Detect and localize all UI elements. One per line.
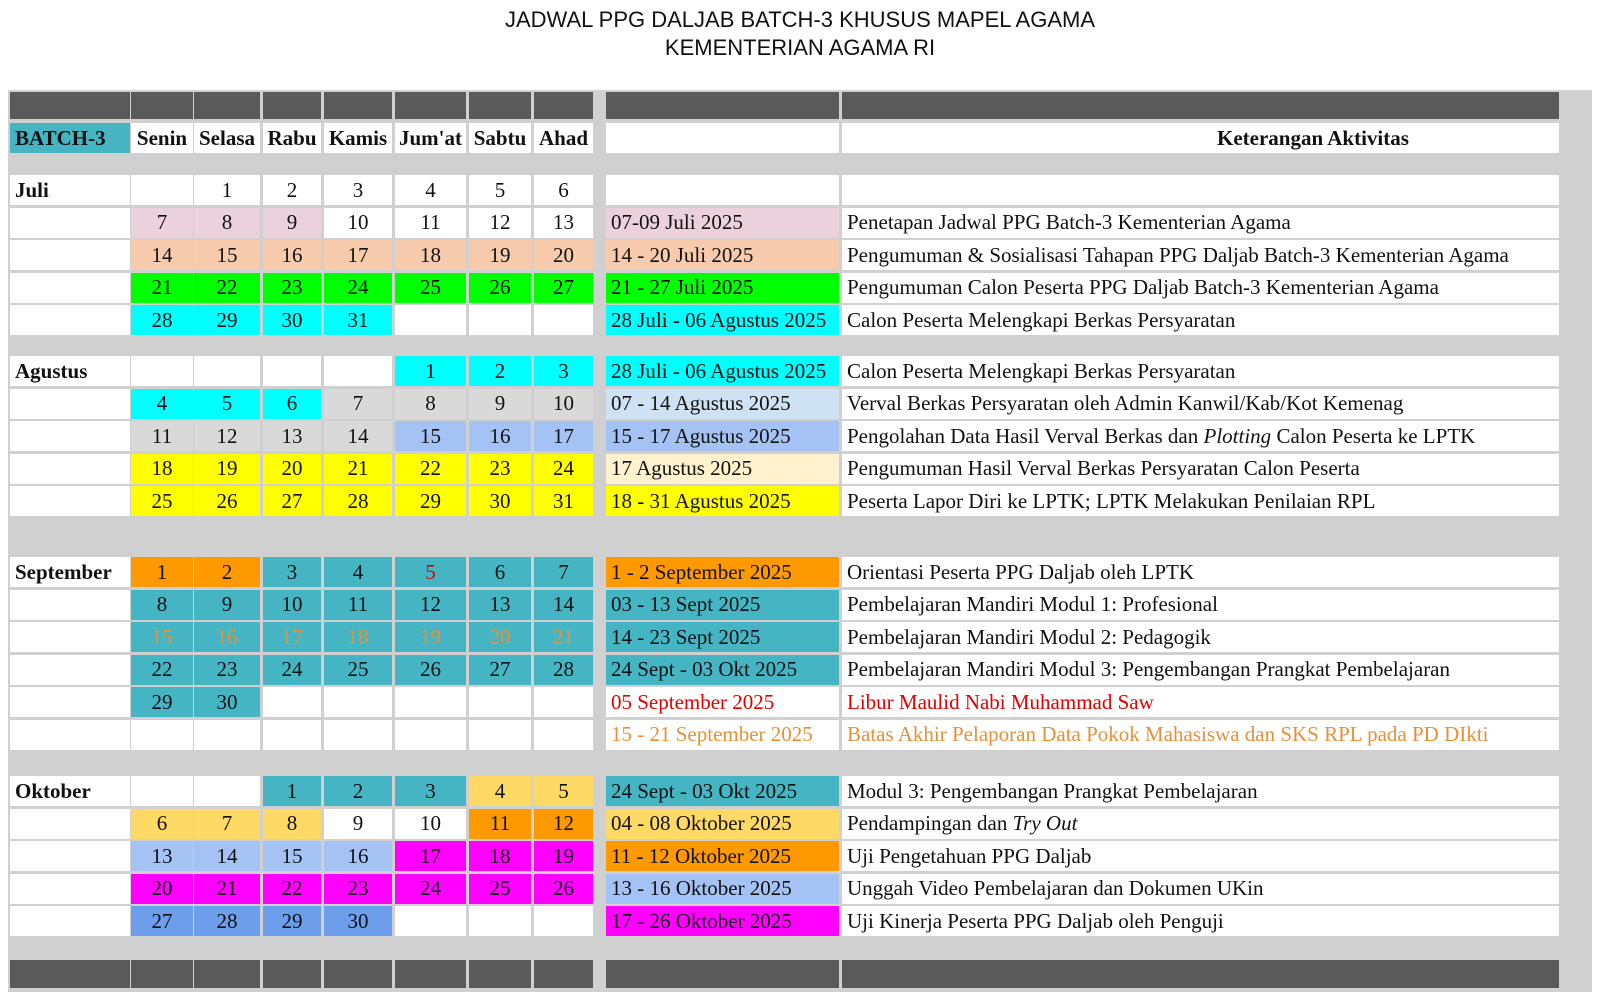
month-label <box>10 720 130 750</box>
activity-date: 03 - 13 Sept 2025 <box>606 590 839 620</box>
calendar-day: 31 <box>534 486 593 516</box>
calendar-day <box>534 305 593 335</box>
calendar-day: 18 <box>131 454 193 484</box>
month-label <box>10 305 130 335</box>
calendar-day <box>534 720 593 750</box>
month-label <box>10 454 130 484</box>
calendar-day: 16 <box>469 421 531 451</box>
activity-description <box>842 421 1559 451</box>
calendar-day <box>131 356 193 386</box>
footer-band-cell <box>324 960 392 988</box>
day-header: Ahad <box>534 123 593 153</box>
calendar-day: 12 <box>194 421 260 451</box>
footer-band-cell <box>395 960 466 988</box>
calendar-day: 26 <box>534 874 593 904</box>
calendar-day: 6 <box>263 389 321 419</box>
calendar-day: 17 <box>263 622 321 652</box>
calendar-day: 7 <box>131 208 193 238</box>
calendar-day: 1 <box>395 356 466 386</box>
month-label <box>10 590 130 620</box>
calendar-day <box>194 356 260 386</box>
calendar-day <box>263 720 321 750</box>
calendar-day: 13 <box>263 421 321 451</box>
day-header: Selasa <box>194 123 260 153</box>
month-label <box>10 622 130 652</box>
calendar-day: 9 <box>324 809 392 839</box>
calendar-day: 29 <box>395 486 466 516</box>
day-header: Rabu <box>263 123 321 153</box>
activity-date: 07 - 14 Agustus 2025 <box>606 389 839 419</box>
calendar-day: 7 <box>324 389 392 419</box>
calendar-day: 11 <box>469 809 531 839</box>
calendar-day <box>194 720 260 750</box>
month-label <box>10 389 130 419</box>
activity-text: Calon Peserta ke LPTK <box>1271 423 1476 448</box>
calendar-day: 5 <box>194 389 260 419</box>
calendar-day <box>469 687 531 717</box>
calendar-day: 30 <box>324 906 392 936</box>
calendar-day: 22 <box>263 874 321 904</box>
header-band-cell <box>395 92 466 119</box>
calendar-day: 25 <box>395 273 466 303</box>
activity-date: 28 Juli - 06 Agustus 2025 <box>606 356 839 386</box>
activity-date: 24 Sept - 03 Okt 2025 <box>606 655 839 685</box>
calendar-day: 10 <box>534 389 593 419</box>
day-header: Senin <box>131 123 193 153</box>
calendar-day: 15 <box>395 421 466 451</box>
calendar-day <box>131 720 193 750</box>
footer-band-cell <box>194 960 260 988</box>
calendar-day: 31 <box>324 305 392 335</box>
calendar-day: 27 <box>534 273 593 303</box>
month-label <box>10 208 130 238</box>
month-label <box>10 240 130 270</box>
calendar-day <box>395 687 466 717</box>
month-label: September <box>10 557 130 587</box>
month-label <box>10 874 130 904</box>
calendar-day: 10 <box>324 208 392 238</box>
calendar-day <box>194 776 260 806</box>
calendar-day: 14 <box>534 590 593 620</box>
calendar-day: 6 <box>534 175 593 205</box>
calendar-day: 26 <box>194 486 260 516</box>
calendar-day: 14 <box>131 240 193 270</box>
calendar-day: 23 <box>194 655 260 685</box>
calendar-day: 12 <box>469 208 531 238</box>
calendar-day: 30 <box>263 305 321 335</box>
calendar-day <box>469 305 531 335</box>
footer-band-cell <box>469 960 531 988</box>
activity-text: Pendampingan dan <box>847 811 1013 835</box>
header-band-cell <box>469 92 531 119</box>
calendar-day: 19 <box>194 454 260 484</box>
activity-description: Calon Peserta Melengkapi Berkas Persyaratan <box>842 305 1559 335</box>
calendar-day: 8 <box>395 389 466 419</box>
activity-description: Uji Pengetahuan PPG Daljab <box>842 841 1559 871</box>
activity-description: Modul 3: Pengembangan Prangkat Pembelajaran <box>842 776 1559 806</box>
calendar-day: 24 <box>534 454 593 484</box>
calendar-day: 9 <box>469 389 531 419</box>
activity-description: Pembelajaran Mandiri Modul 2: Pedagogik <box>842 622 1559 652</box>
activity-date: 15 - 21 September 2025 <box>606 720 839 750</box>
calendar-day: 21 <box>324 454 392 484</box>
calendar-day <box>131 175 193 205</box>
header-band-cell <box>10 92 130 119</box>
calendar-day: 3 <box>534 356 593 386</box>
activity-date: 05 September 2025 <box>606 687 839 717</box>
calendar-day: 6 <box>131 809 193 839</box>
activity-emphasis: Plotting <box>1203 423 1272 448</box>
calendar-day: 2 <box>194 557 260 587</box>
calendar-day: 23 <box>263 273 321 303</box>
calendar-day: 10 <box>263 590 321 620</box>
calendar-day: 4 <box>469 776 531 806</box>
calendar-day: 11 <box>324 590 392 620</box>
month-label <box>10 809 130 839</box>
header-band-cell <box>263 92 321 119</box>
activity-date: 24 Sept - 03 Okt 2025 <box>606 776 839 806</box>
activity-description: Pengumuman & Sosialisasi Tahapan PPG Daljab Batch-3 Kementerian Agama <box>842 240 1559 270</box>
activity-date: 21 - 27 Juli 2025 <box>606 273 839 303</box>
calendar-day: 27 <box>469 655 531 685</box>
activity-date: 18 - 31 Agustus 2025 <box>606 486 839 516</box>
activity-description: Libur Maulid Nabi Muhammad Saw <box>842 687 1559 717</box>
calendar-day: 20 <box>263 454 321 484</box>
day-header: Sabtu <box>469 123 531 153</box>
calendar-day: 15 <box>131 622 193 652</box>
calendar-day: 24 <box>395 874 466 904</box>
calendar-day: 10 <box>395 809 466 839</box>
calendar-day: 19 <box>534 841 593 871</box>
calendar-day: 8 <box>131 590 193 620</box>
activity-date: 07-09 Juli 2025 <box>606 208 839 238</box>
header-band-cell <box>324 92 392 119</box>
calendar-day: 2 <box>263 175 321 205</box>
calendar-day: 29 <box>194 305 260 335</box>
calendar-day: 13 <box>469 590 531 620</box>
calendar-day: 21 <box>534 622 593 652</box>
activity-date: 17 Agustus 2025 <box>606 454 839 484</box>
activity-date: 13 - 16 Oktober 2025 <box>606 874 839 904</box>
calendar-day <box>395 906 466 936</box>
calendar-day: 18 <box>469 841 531 871</box>
date-header-blank <box>606 123 839 153</box>
calendar-day: 21 <box>131 273 193 303</box>
schedule-table <box>8 90 1592 992</box>
calendar-day: 1 <box>263 776 321 806</box>
activity-description: Pengumuman Calon Peserta PPG Daljab Batch-3 Kementerian Agama <box>842 273 1559 303</box>
calendar-day: 22 <box>131 655 193 685</box>
calendar-day <box>324 720 392 750</box>
calendar-day: 14 <box>324 421 392 451</box>
activity-date: 28 Juli - 06 Agustus 2025 <box>606 305 839 335</box>
calendar-day: 16 <box>194 622 260 652</box>
calendar-day: 23 <box>324 874 392 904</box>
calendar-day: 5 <box>534 776 593 806</box>
header-band-cell <box>194 92 260 119</box>
calendar-day <box>324 356 392 386</box>
calendar-day: 25 <box>469 874 531 904</box>
calendar-day: 29 <box>263 906 321 936</box>
title-line-1: JADWAL PPG DALJAB BATCH-3 KHUSUS MAPEL AGAMA <box>504 7 1096 32</box>
calendar-day: 26 <box>469 273 531 303</box>
calendar-day: 18 <box>324 622 392 652</box>
activity-date: 11 - 12 Oktober 2025 <box>606 841 839 871</box>
calendar-day: 28 <box>324 486 392 516</box>
calendar-day: 1 <box>131 557 193 587</box>
calendar-day: 19 <box>395 622 466 652</box>
activity-date <box>606 175 839 205</box>
day-header: Kamis <box>324 123 392 153</box>
calendar-day: 22 <box>194 273 260 303</box>
activity-description: Pembelajaran Mandiri Modul 1: Profesional <box>842 590 1559 620</box>
footer-band-cell <box>131 960 193 988</box>
calendar-day: 15 <box>263 841 321 871</box>
calendar-day: 27 <box>263 486 321 516</box>
activity-description: Pengumuman Hasil Verval Berkas Persyaratan Calon Peserta <box>842 454 1559 484</box>
month-label <box>10 273 130 303</box>
activity-description: Penetapan Jadwal PPG Batch-3 Kementerian Agama <box>842 208 1559 238</box>
calendar-day: 8 <box>263 809 321 839</box>
calendar-day: 25 <box>131 486 193 516</box>
calendar-day: 13 <box>534 208 593 238</box>
activity-date: 17 - 26 Oktober 2025 <box>606 906 839 936</box>
footer-band-cell <box>534 960 593 988</box>
activity-date: 14 - 20 Juli 2025 <box>606 240 839 270</box>
calendar-day <box>324 687 392 717</box>
title-line-2: KEMENTERIAN AGAMA RI <box>664 35 936 60</box>
month-label <box>10 687 130 717</box>
calendar-day: 19 <box>469 240 531 270</box>
calendar-day: 26 <box>395 655 466 685</box>
calendar-day: 2 <box>324 776 392 806</box>
calendar-day: 8 <box>194 208 260 238</box>
calendar-day: 17 <box>324 240 392 270</box>
activity-date: 15 - 17 Agustus 2025 <box>606 421 839 451</box>
calendar-day: 30 <box>469 486 531 516</box>
activity-date: 14 - 23 Sept 2025 <box>606 622 839 652</box>
header-band-cell <box>131 92 193 119</box>
calendar-day: 4 <box>324 557 392 587</box>
calendar-day: 7 <box>534 557 593 587</box>
calendar-day: 25 <box>324 655 392 685</box>
calendar-day: 29 <box>131 687 193 717</box>
activity-description: Calon Peserta Melengkapi Berkas Persyaratan <box>842 356 1559 386</box>
month-label <box>10 655 130 685</box>
month-label: Juli <box>10 175 130 205</box>
activity-description: Uji Kinerja Peserta PPG Daljab oleh Penguji <box>842 906 1559 936</box>
page-title <box>0 6 1600 62</box>
calendar-day: 4 <box>131 389 193 419</box>
calendar-day: 12 <box>534 809 593 839</box>
calendar-day: 22 <box>395 454 466 484</box>
month-label <box>10 486 130 516</box>
calendar-day: 13 <box>131 841 193 871</box>
calendar-day: 11 <box>131 421 193 451</box>
activity-description <box>842 175 1559 205</box>
calendar-day: 16 <box>324 841 392 871</box>
calendar-day <box>534 906 593 936</box>
activity-emphasis: Try Out <box>1012 811 1078 835</box>
calendar-day: 3 <box>324 175 392 205</box>
calendar-day: 5 <box>395 557 466 587</box>
calendar-day: 27 <box>131 906 193 936</box>
calendar-day: 16 <box>263 240 321 270</box>
calendar-day: 6 <box>469 557 531 587</box>
calendar-day: 30 <box>194 687 260 717</box>
activity-description: Orientasi Peserta PPG Daljab oleh LPTK <box>842 557 1559 587</box>
calendar-day: 20 <box>131 874 193 904</box>
calendar-day: 9 <box>194 590 260 620</box>
calendar-day <box>534 687 593 717</box>
calendar-day: 7 <box>194 809 260 839</box>
calendar-day <box>263 687 321 717</box>
calendar-day <box>395 305 466 335</box>
activity-date: 04 - 08 Oktober 2025 <box>606 809 839 839</box>
calendar-day: 20 <box>469 622 531 652</box>
activity-description: Verval Berkas Persyaratan oleh Admin Kanwil/Kab/Kot Kemenag <box>842 389 1559 419</box>
calendar-day: 9 <box>263 208 321 238</box>
month-label <box>10 906 130 936</box>
batch-label: BATCH-3 <box>10 123 130 153</box>
calendar-day: 17 <box>395 841 466 871</box>
calendar-day: 2 <box>469 356 531 386</box>
activity-description <box>842 809 1559 839</box>
calendar-day: 14 <box>194 841 260 871</box>
footer-band-cell <box>263 960 321 988</box>
month-label <box>10 421 130 451</box>
month-label: Agustus <box>10 356 130 386</box>
calendar-day: 3 <box>263 557 321 587</box>
calendar-day <box>263 356 321 386</box>
activity-description: Peserta Lapor Diri ke LPTK; LPTK Melakukan Penilaian RPL <box>842 486 1559 516</box>
calendar-day <box>131 776 193 806</box>
calendar-day: 24 <box>263 655 321 685</box>
calendar-day: 3 <box>395 776 466 806</box>
calendar-day: 18 <box>395 240 466 270</box>
footer-band-cell <box>606 960 839 988</box>
calendar-day: 15 <box>194 240 260 270</box>
month-label <box>10 841 130 871</box>
calendar-day <box>469 720 531 750</box>
calendar-day: 28 <box>534 655 593 685</box>
footer-band-cell <box>10 960 130 988</box>
header-band-cell <box>606 92 839 119</box>
calendar-day: 28 <box>131 305 193 335</box>
activity-date: 1 - 2 September 2025 <box>606 557 839 587</box>
calendar-day <box>469 906 531 936</box>
calendar-day <box>395 720 466 750</box>
calendar-day: 11 <box>395 208 466 238</box>
calendar-day: 4 <box>395 175 466 205</box>
calendar-day: 17 <box>534 421 593 451</box>
activity-text: Pengolahan Data Hasil Verval Berkas dan <box>847 423 1204 448</box>
calendar-day: 28 <box>194 906 260 936</box>
calendar-day: 21 <box>194 874 260 904</box>
activity-header: Keterangan Aktivitas <box>842 123 1559 153</box>
calendar-day: 20 <box>534 240 593 270</box>
calendar-day: 5 <box>469 175 531 205</box>
activity-description: Batas Akhir Pelaporan Data Pokok Mahasiswa dan SKS RPL pada PD DIkti <box>842 720 1559 750</box>
calendar-day: 24 <box>324 273 392 303</box>
activity-description: Unggah Video Pembelajaran dan Dokumen UKin <box>842 874 1559 904</box>
calendar-day: 12 <box>395 590 466 620</box>
header-band-cell <box>842 92 1559 119</box>
calendar-day: 23 <box>469 454 531 484</box>
calendar-day: 1 <box>194 175 260 205</box>
activity-description: Pembelajaran Mandiri Modul 3: Pengembangan Prangkat Pembelajaran <box>842 655 1559 685</box>
day-header: Jum'at <box>395 123 466 153</box>
header-band-cell <box>534 92 593 119</box>
footer-band-cell <box>842 960 1559 988</box>
month-label: Oktober <box>10 776 130 806</box>
